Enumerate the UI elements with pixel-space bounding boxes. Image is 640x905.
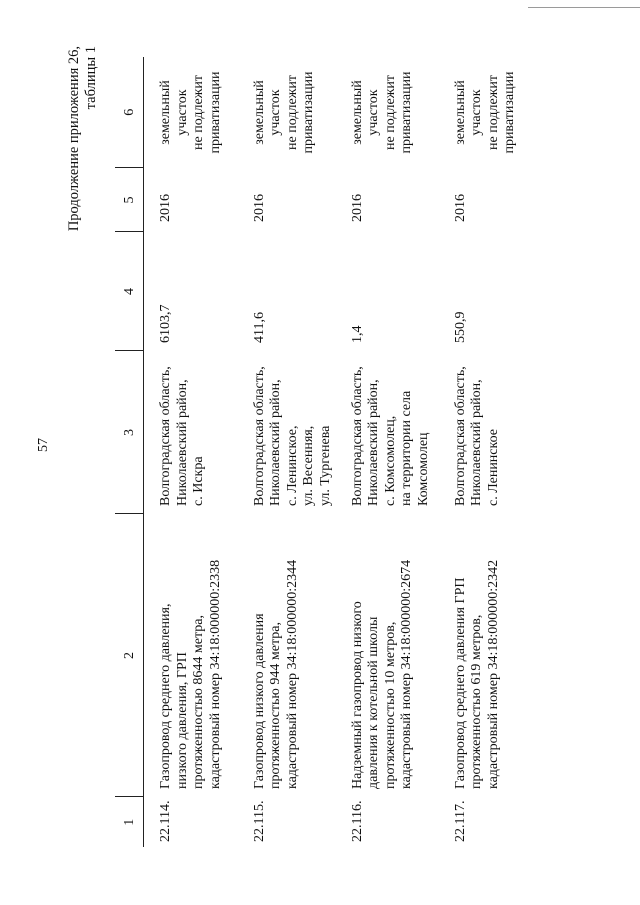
continuation-line: Продолжение приложения 26,	[66, 46, 82, 232]
text-line: с. Ленинское	[485, 429, 501, 506]
table-row	[238, 57, 336, 847]
object-area: 550,9	[452, 311, 468, 343]
text-line: Николаевский район,	[174, 379, 190, 506]
object-year: 2016	[452, 194, 468, 222]
text-line: с. Искра	[191, 456, 207, 506]
object-area: 411,6	[251, 312, 267, 343]
text-line: Николаевский район,	[366, 379, 382, 506]
land-status	[439, 57, 529, 168]
object-address	[238, 351, 336, 514]
continuation-note	[66, 46, 100, 246]
text-line: Николаевский район,	[469, 379, 485, 506]
top-corner-rule	[528, 7, 640, 8]
text-line: кадастровый номер 34:18:000000:2338	[207, 559, 223, 789]
text-line: Газопровод среднего давления,	[158, 603, 173, 789]
object-area: 1,4	[349, 325, 365, 343]
row-number: 22.115.	[251, 800, 267, 842]
column-header: 5	[115, 168, 144, 232]
continuation-line: таблицы 1	[83, 46, 99, 110]
text-line: Волгоградская область,	[158, 366, 173, 506]
object-area: 6103,7	[158, 304, 173, 343]
text-line: не подлежит	[485, 75, 501, 150]
column-header: 4	[115, 232, 144, 351]
land-status	[336, 57, 439, 168]
text-line: земельный	[349, 80, 365, 145]
text-line: земельный	[452, 80, 468, 145]
column-header: 2	[115, 514, 144, 797]
object-address	[336, 351, 439, 514]
text-line: не подлежит	[284, 75, 300, 150]
object-year: 2016	[349, 194, 365, 222]
text-line: давления к котельной школы	[366, 616, 382, 789]
column-header: 3	[115, 351, 144, 514]
text-line: с. Комсомолец,	[382, 415, 398, 506]
text-line: ул. Весенняя,	[301, 425, 317, 506]
text-line: Газопровод низкого давления	[251, 613, 267, 789]
property-table-wrapper	[115, 57, 529, 847]
text-line: протяженностью 8644 метра,	[191, 615, 207, 789]
land-status	[238, 57, 336, 168]
text-line: Газопровод среднего давления ГРП	[452, 577, 468, 789]
text-line: Надземный газопровод низкого	[349, 601, 365, 789]
text-line: не подлежит	[382, 75, 398, 150]
land-status	[144, 57, 238, 168]
object-address	[439, 351, 529, 514]
text-line: земельный	[158, 80, 173, 145]
text-line: участок	[469, 89, 485, 136]
text-line: Волгоградская область,	[251, 366, 267, 506]
text-line: кадастровый номер 34:18:000000:2344	[284, 559, 300, 789]
text-line: протяженностью 619 метров,	[469, 614, 485, 789]
object-name	[336, 514, 439, 797]
table-row	[439, 57, 529, 847]
text-line: приватизации	[301, 71, 317, 154]
text-line: приватизации	[207, 71, 223, 154]
text-line: кадастровый номер 34:18:000000:2342	[485, 559, 501, 789]
text-line: протяженностью 944 метра,	[268, 622, 284, 789]
text-line: участок	[174, 89, 190, 136]
text-line: ул. Тургенева	[317, 425, 333, 506]
text-line: земельный	[251, 80, 267, 145]
object-name	[439, 514, 529, 797]
object-year: 2016	[158, 194, 173, 222]
row-number: 22.117.	[452, 800, 468, 842]
table-row	[144, 57, 238, 847]
text-line: Волгоградская область,	[452, 366, 468, 506]
column-header: 1	[115, 797, 144, 847]
text-line: участок	[366, 89, 382, 136]
object-name	[238, 514, 336, 797]
text-line: низкого давления, ГРП	[174, 652, 190, 789]
text-line: с. Ленинское,	[284, 425, 300, 506]
column-header: 6	[115, 57, 144, 168]
object-year: 2016	[251, 194, 267, 222]
text-line: кадастровый номер 34:18:000000:2674	[399, 559, 415, 789]
text-line: протяженностью 10 метров,	[382, 621, 398, 789]
text-line: приватизации	[399, 71, 415, 154]
table-row	[336, 57, 439, 847]
object-name	[144, 514, 238, 797]
row-number: 22.116.	[349, 800, 365, 842]
text-line: приватизации	[502, 71, 518, 154]
property-table	[115, 57, 529, 847]
text-line: Комсомолец	[415, 432, 431, 506]
text-line: Волгоградская область,	[349, 366, 365, 506]
object-address	[144, 351, 238, 514]
text-line: не подлежит	[191, 75, 207, 150]
text-line: участок	[268, 89, 284, 136]
text-line: Николаевский район,	[268, 379, 284, 506]
text-line: на территории села	[399, 390, 415, 506]
page-number: 57	[36, 438, 51, 452]
row-number: 22.114.	[158, 800, 173, 842]
